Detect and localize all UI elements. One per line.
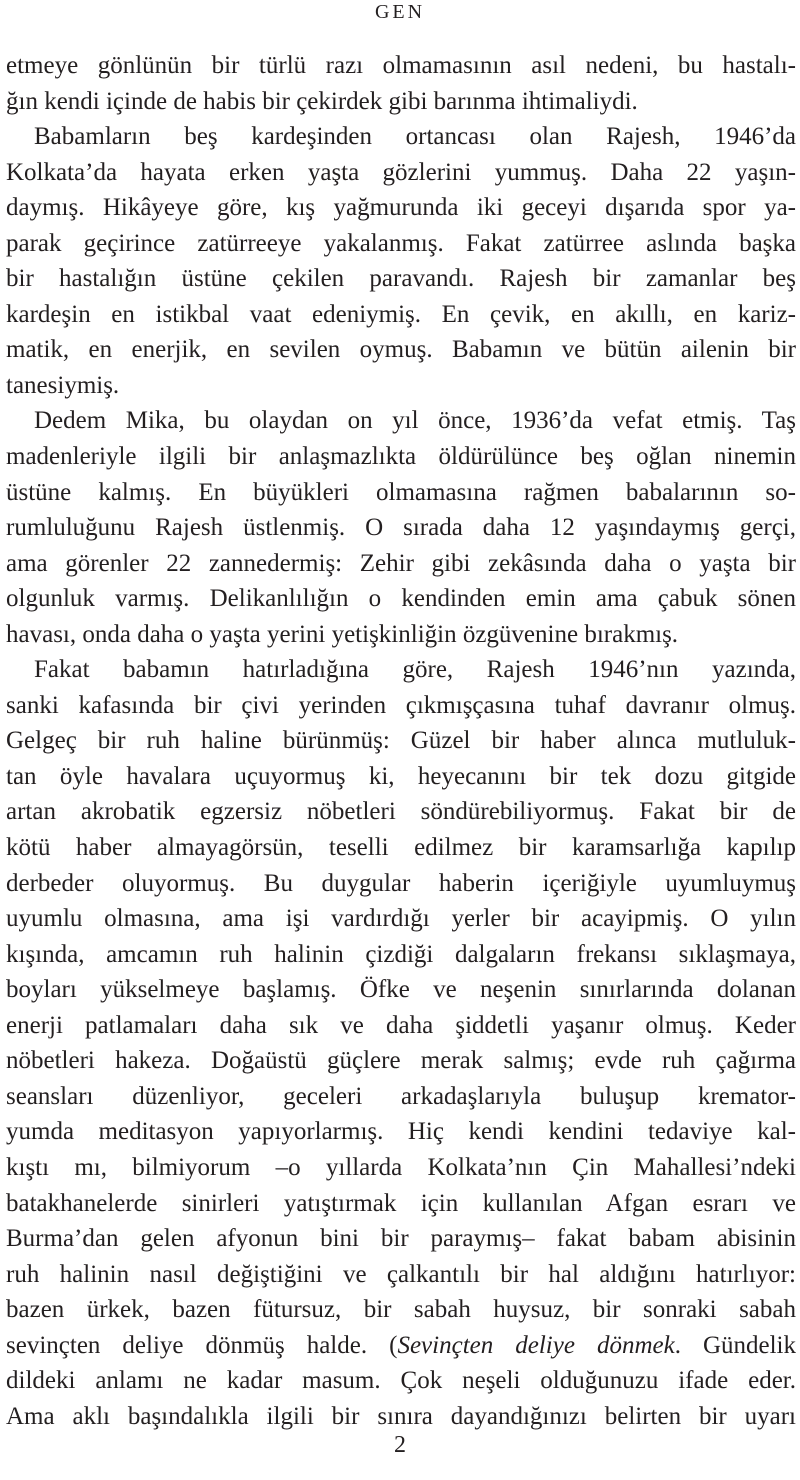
text-line: tanesiymiş. (6, 371, 120, 399)
text-line: Kolkata’da hayata erken yaşta gözlerini yummuş. Daha 22 yaşın- (6, 158, 796, 186)
text-line: parak geçirince zatürreeye yakalanmış. Fakat zatürree aslında başka (6, 229, 796, 257)
text-line: kardeşin en istikbal vaat edeniymiş. En çevik, en akıllı, en kariz- (6, 300, 796, 328)
text-line: enerji patlamaları daha sık ve daha şiddetli yaşanır olmuş. Keder (6, 1011, 796, 1039)
text-line: Ama aklı başındalıkla ilgili bir sınıra dayandığınızı belirten bir uyarı (6, 1402, 796, 1430)
text-line: üstüne kalmış. En büyükleri olmamasına rağmen babalarının so- (6, 478, 796, 506)
text-line: dildeki anlamı ne kadar masum. Çok neşeli olduğunuzu ifade eder. (6, 1367, 796, 1395)
text-line: madenleriyle ilgili bir anlaşmazlıkta öldürülünce beş oğlan ninemin (6, 443, 796, 471)
text-line: ama görenler 22 zannedermiş: Zehir gibi zekâsında daha o yaşta bir (6, 549, 796, 577)
text-line: Fakat babamın hatırladığına göre, Rajesh 1946’nın yazında, (34, 656, 796, 684)
text-line: ğın kendi içinde de habis bir çekirdek gibi barınma ihtimaliydi. (6, 87, 638, 115)
running-header: GEN (374, 1, 426, 23)
text-line: kışında, amcamın ruh halinin çizdiği dalgaların frekansı sıklaşmaya, (6, 940, 796, 968)
text-line: daymış. Hikâyeye göre, kış yağmurunda iki geceyi dışarıda spor ya- (6, 194, 796, 222)
text-line: matik, en enerjik, en sevilen oymuş. Babamın ve bütün ailenin bir (6, 336, 796, 364)
text-segment: sevinçten deliye dönmüş halde. ( (6, 1331, 398, 1359)
text-line: kıştı mı, bilmiyorum –o yıllarda Kolkata’nın Çin Mahallesi’ndeki (6, 1153, 796, 1181)
text-line: boyları yükselmeye başlamış. Öfke ve neşenin sınırlarında dolanan (6, 976, 796, 1004)
text-line: rumluluğunu Rajesh üstlenmiş. O sırada daha 12 yaşındaymış gerçi, (6, 514, 796, 542)
text-line: tan öyle havalara uçuyormuş ki, heyecanını bir tek dozu gitgide (6, 762, 796, 790)
text-line: batakhanelerde sinirleri yatıştırmak için kullanılan Afgan esrarı ve (6, 1189, 796, 1217)
text-line: seansları düzenliyor, geceleri arkadaşlarıyla buluşup kremator- (6, 1082, 796, 1110)
text-line: kötü haber almayagörsün, teselli edilmez bir karamsarlığa kapılıp (6, 834, 796, 862)
text-line: etmeye gönlünün bir türlü razı olmamasının asıl nedeni, bu hastalı- (6, 52, 796, 79)
text-line: olgunluk varmış. Delikanlılığın o kendinden emin ama çabuk sönen (6, 585, 796, 613)
text-line: sanki kafasında bir çivi yerinden çıkmışçasına tuhaf davranır olmuş. (6, 691, 796, 719)
text-line: Babamların beş kardeşinden ortancası olan Rajesh, 1946’da (34, 123, 796, 151)
text-line: Dedem Mika, bu olaydan on yıl önce, 1936’da vefat etmiş. Taş (34, 407, 796, 435)
body-text (6, 48, 796, 1434)
text-line: derbeder oluyormuş. Bu duygular haberin içeriğiyle uyumluymuş (6, 869, 796, 897)
text-line: uyumlu olmasına, ama işi vardırdığı yerler bir acayipmiş. O yılın (6, 905, 796, 933)
text-line: havası, onda daha o yaşta yerini yetişkinliğin özgüvenine bırakmış. (6, 620, 679, 648)
text-line: ruh halinin nasıl değiştiğini ve çalkantılı bir hal aldığını hatırlıyor: (6, 1260, 796, 1288)
text-line: Gelgeç bir ruh haline bürünmüş: Güzel bir haber alınca mutluluk- (6, 727, 796, 755)
text-line: yumda meditasyon yapıyorlarmış. Hiç kendi kendini tedaviye kal- (6, 1118, 796, 1146)
text-line: artan akrobatik egzersiz nöbetleri söndürebiliyormuş. Fakat bir de (6, 798, 796, 826)
italic-phrase: Sevinçten deliye dönmek (397, 1331, 675, 1359)
text-line: bazen ürkek, bazen fütursuz, bir sabah huysuz, bir sonraki sabah (6, 1296, 796, 1324)
text-line-with-italic (6, 1328, 796, 1364)
text-line: bir hastalığın üstüne çekilen paravandı. Rajesh bir zamanlar beş (6, 265, 796, 293)
text-line: nöbetleri hakeza. Doğaüstü güçlere merak salmış; evde ruh çağırma (6, 1047, 796, 1075)
text-line: Burma’dan gelen afyonun bini bir paraymış– fakat babam abisinin (6, 1225, 796, 1253)
text-segment: . Gündelik (674, 1331, 796, 1359)
page-number: 2 (394, 1432, 406, 1458)
